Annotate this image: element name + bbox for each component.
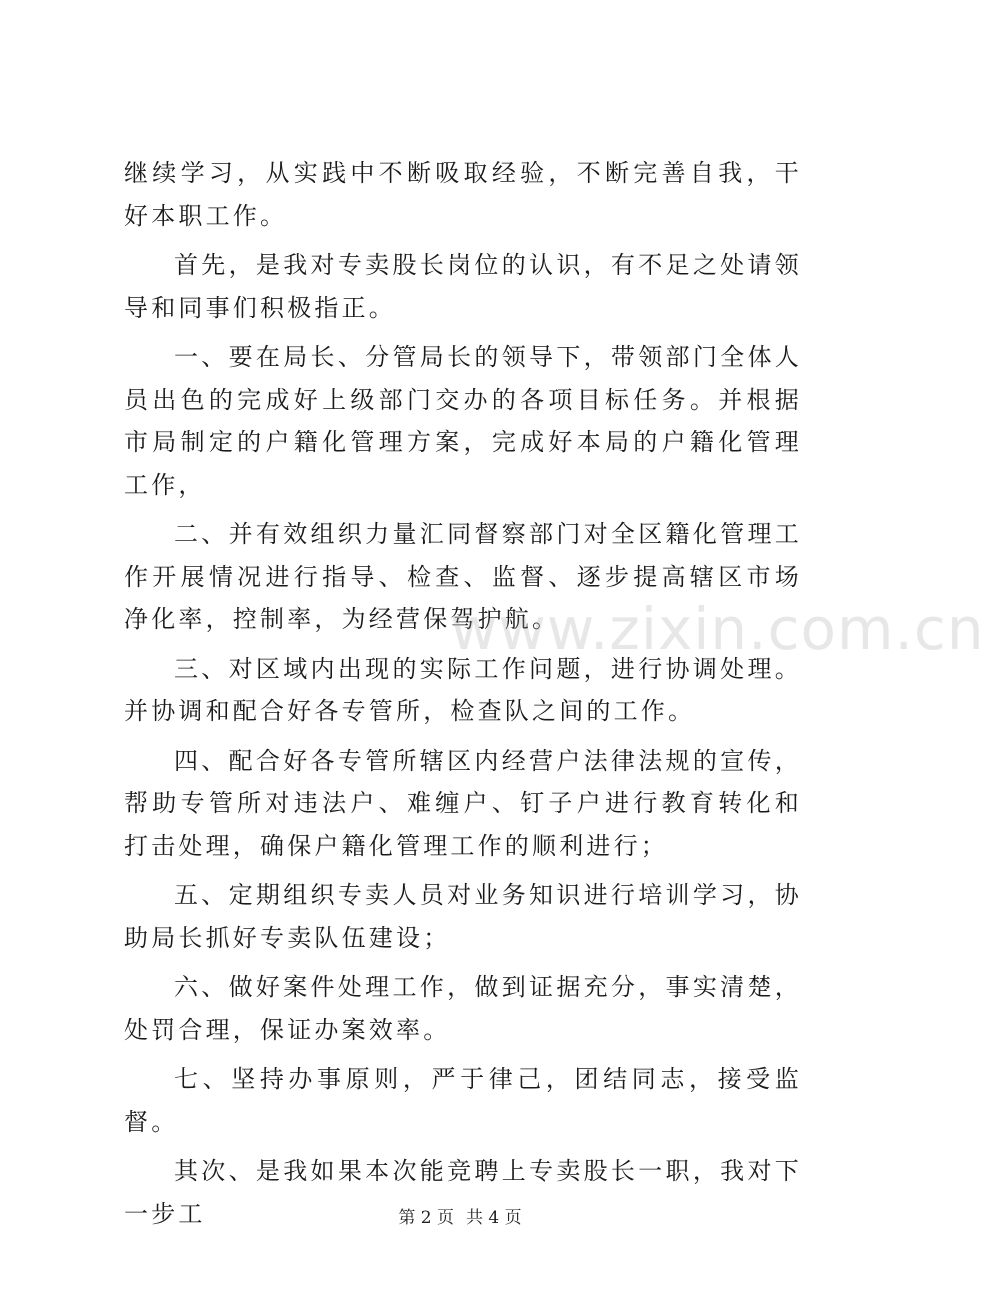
- paragraph: 一、要在局长、分管局长的领导下，带领部门全体人员出色的完成好上级部门交办的各项目标任务。并根据市局制定的户籍化管理方案，完成好本局的户籍化管理工作，: [124, 343, 802, 499]
- paragraph: 三、对区域内出现的实际工作问题，进行协调处理。并协调和配合好各专管所，检查队之间的工作。: [124, 654, 802, 725]
- paragraph: 六、做好案件处理工作，做到证据充分，事实清楚，处罚合理，保证办案效率。: [124, 973, 802, 1044]
- paragraph: 继续学习，从实践中不断吸取经验，不断完善自我，干好本职工作。: [124, 159, 802, 230]
- paragraph: 首先，是我对专卖股长岗位的认识，有不足之处请领导和同事们积极指正。: [124, 251, 802, 322]
- page-total: 共 4 页: [466, 1208, 522, 1228]
- paragraph: 四、配合好各专管所辖区内经营户法律法规的宣传，帮助专管所对违法户、难缠户、钉子户进行教育转化和打击处理，确保户籍化管理工作的顺利进行；: [124, 746, 802, 860]
- page-number: 第 2 页: [398, 1208, 454, 1228]
- paragraph: 五、定期组织专卖人员对业务知识进行培训学习，协助局长抓好专卖队伍建设；: [124, 881, 802, 952]
- paragraph: 其次、是我如果本次能竞聘上专卖股长一职，我对下一步工: [124, 1157, 802, 1228]
- paragraph: 七、坚持办事原则，严于律己，团结同志，接受监督。: [124, 1065, 802, 1136]
- watermark: www.zixin.com.cn: [450, 595, 985, 663]
- document-body: [124, 152, 802, 1242]
- paragraph: 二、并有效组织力量汇同督察部门对全区籍化管理工作开展情况进行指导、检查、监督、逐步提高辖区市场净化率，控制率，为经营保驾护航。: [124, 520, 802, 633]
- page-footer: [0, 1203, 920, 1228]
